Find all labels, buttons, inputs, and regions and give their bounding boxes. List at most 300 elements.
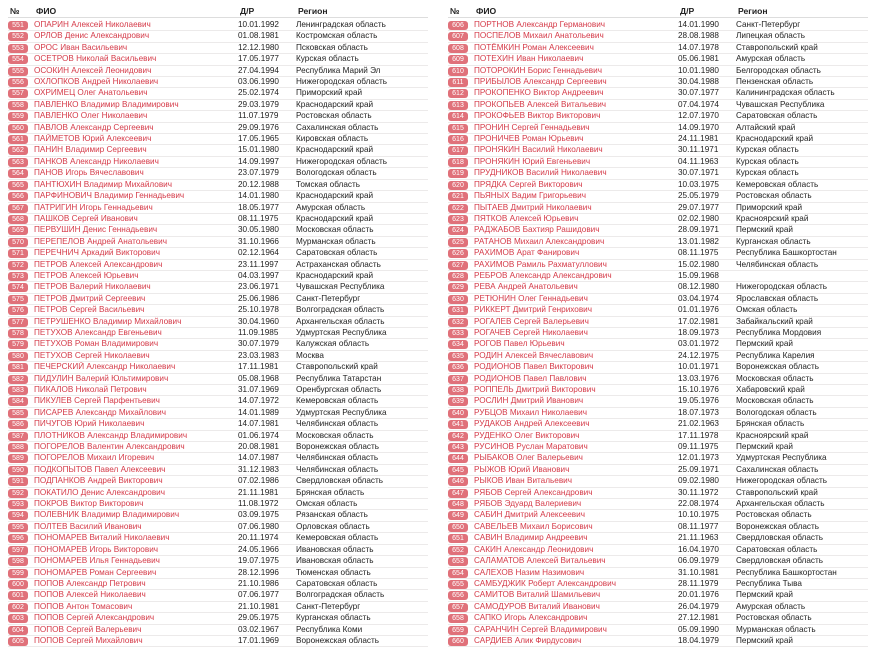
row-birthdate: 17.11.1978	[678, 430, 719, 440]
row-number-cell	[8, 362, 34, 372]
row-region: Кемеровская область	[296, 396, 379, 406]
row-number: 649	[448, 511, 468, 520]
table-row	[448, 488, 868, 499]
row-region: Краснодарский край	[296, 99, 374, 109]
row-fio-cell	[34, 465, 238, 475]
row-birthdate-cell	[678, 408, 736, 418]
row-number: 627	[448, 261, 468, 270]
row-fio-cell	[34, 248, 238, 258]
table-row	[8, 431, 428, 442]
row-region: Кемеровская область	[736, 179, 819, 189]
row-fio-cell	[474, 362, 678, 372]
row-fio-cell	[474, 100, 678, 110]
table-row	[8, 351, 428, 362]
row-fio: ПАНИН Владимир Сергеевич	[34, 145, 147, 155]
row-number: 610	[448, 67, 468, 76]
row-number-cell	[8, 339, 34, 349]
row-birthdate-cell	[678, 111, 736, 121]
row-region: Забайкальский край	[736, 316, 813, 326]
row-fio-cell	[474, 77, 678, 87]
row-region-cell	[736, 317, 868, 327]
row-birthdate: 24.12.1975	[678, 350, 719, 360]
row-fio: ПРОНИЧЕВ Роман Юрьевич	[474, 134, 584, 144]
row-birthdate: 11.07.1979	[238, 111, 279, 121]
row-number: 650	[448, 523, 468, 532]
row-birthdate: 30.07.1971	[678, 168, 719, 178]
row-fio: ПОНОМАРЕВ Роман Сергеевич	[34, 567, 157, 577]
row-number-cell	[448, 237, 474, 247]
row-number: 569	[8, 226, 28, 235]
row-number: 557	[8, 89, 28, 98]
row-birthdate: 21.10.1981	[238, 601, 279, 611]
table-row	[448, 54, 868, 65]
row-number: 639	[448, 397, 468, 406]
row-region: Красноярский край	[736, 213, 809, 223]
row-fio-cell	[34, 476, 238, 486]
row-region: Нижегородская область	[296, 77, 388, 87]
row-birthdate: 14.07.1981	[238, 419, 279, 429]
row-region-cell	[736, 282, 868, 292]
row-birthdate-cell	[238, 43, 296, 53]
table-row	[448, 157, 868, 168]
row-region: Ярославская область	[736, 293, 819, 303]
row-region-cell	[296, 385, 428, 395]
row-region-cell	[296, 248, 428, 258]
row-region: Республика Татарстан	[296, 373, 382, 383]
row-region: Ростовская область	[736, 613, 812, 623]
row-birthdate: 12.07.1970	[678, 111, 719, 121]
row-number: 588	[8, 443, 28, 452]
row-number: 648	[448, 500, 468, 509]
row-fio: ПАТРИГИН Игорь Геннадьевич	[34, 202, 153, 212]
row-region: Саратовская область	[296, 578, 378, 588]
table-row	[8, 180, 428, 191]
row-region-cell	[736, 522, 868, 532]
row-birthdate: 24.11.1981	[678, 134, 719, 144]
row-number: 653	[448, 557, 468, 566]
table-row	[448, 362, 868, 373]
row-fio: САРДИЕВ Алик Фирдусович	[474, 635, 582, 645]
row-fio: САРАНЧИН Сергей Владимирович	[474, 624, 607, 634]
row-region-cell	[296, 317, 428, 327]
row-fio: ПАЙМЕТОВ Юрий Алексеевич	[34, 134, 152, 144]
row-fio-cell	[34, 499, 238, 509]
row-region: Омская область	[296, 499, 358, 509]
row-fio-cell	[474, 282, 678, 292]
row-number-cell	[8, 305, 34, 315]
row-number: 636	[448, 363, 468, 372]
row-birthdate: 29.07.1977	[678, 202, 719, 212]
row-fio-cell	[34, 579, 238, 589]
row-fio-cell	[34, 305, 238, 315]
row-fio-cell	[474, 602, 678, 612]
row-region: Республика Тыва	[736, 578, 802, 588]
row-birthdate-cell	[678, 625, 736, 635]
row-region-cell	[736, 476, 868, 486]
row-fio: ПРУДНИКОВ Василий Николаевич	[474, 168, 607, 178]
row-region-cell	[736, 362, 868, 372]
row-birthdate-cell	[678, 134, 736, 144]
row-birthdate-cell	[238, 396, 296, 406]
row-fio-cell	[474, 545, 678, 555]
row-region: Краснодарский край	[736, 134, 814, 144]
table-row	[448, 499, 868, 510]
row-number: 587	[8, 432, 28, 441]
row-birthdate: 02.02.1980	[678, 213, 719, 223]
row-region: Белгородская область	[736, 65, 821, 75]
table-row	[448, 260, 868, 271]
row-number-cell	[448, 43, 474, 53]
row-fio-cell	[474, 374, 678, 384]
table-row	[8, 214, 428, 225]
row-region-cell	[296, 157, 428, 167]
row-fio-cell	[34, 442, 238, 452]
row-number-cell	[448, 134, 474, 144]
row-birthdate-cell	[238, 168, 296, 178]
row-region: Сахалинская область	[736, 464, 819, 474]
header-region: Регион	[738, 5, 768, 16]
table-header	[448, 4, 868, 18]
row-number: 577	[8, 318, 28, 327]
row-fio-cell	[34, 510, 238, 520]
row-region-cell	[736, 43, 868, 53]
row-birthdate: 15.10.1976	[678, 385, 719, 394]
row-fio-cell	[34, 54, 238, 64]
row-birthdate: 07.04.1974	[678, 99, 719, 109]
table-row	[8, 476, 428, 487]
row-number: 583	[8, 386, 28, 395]
row-fio: ПОНОМАРЕВ Виталий Николаевич	[34, 533, 170, 543]
table-row	[8, 533, 428, 544]
row-birthdate: 11.08.1972	[238, 499, 279, 509]
row-birthdate: 30.07.1977	[678, 88, 719, 98]
row-fio-cell	[34, 191, 238, 201]
row-birthdate: 12.01.1973	[678, 453, 719, 463]
row-fio: ПОГОРЕЛОВ Валентин Александрович	[34, 442, 185, 452]
row-birthdate-cell	[678, 248, 736, 258]
row-region-cell	[296, 31, 428, 41]
row-birthdate: 03.04.1974	[678, 293, 719, 303]
row-region: Курская область	[736, 168, 799, 178]
row-number-cell	[448, 362, 474, 372]
row-fio-cell	[34, 88, 238, 98]
row-fio-cell	[474, 442, 678, 452]
row-fio-cell	[474, 590, 678, 600]
row-birthdate-cell	[238, 579, 296, 589]
row-fio-cell	[34, 362, 238, 372]
row-number-cell	[448, 499, 474, 509]
row-number-cell	[448, 408, 474, 418]
row-fio-cell	[34, 282, 238, 292]
table-row	[448, 328, 868, 339]
row-number: 562	[8, 146, 28, 155]
row-region: Краснодарский край	[296, 213, 374, 223]
table-row	[448, 43, 868, 54]
row-region-cell	[736, 191, 868, 201]
row-fio-cell	[34, 613, 238, 623]
row-birthdate-cell	[678, 88, 736, 98]
row-region-cell	[296, 305, 428, 315]
table-header	[8, 4, 428, 18]
row-number: 628	[448, 272, 468, 281]
row-region: Ростовская область	[736, 191, 812, 201]
row-number: 658	[448, 614, 468, 623]
row-region-cell	[296, 134, 428, 144]
row-number-cell	[8, 499, 34, 509]
row-number: 589	[8, 454, 28, 463]
row-birthdate-cell	[678, 100, 736, 110]
row-number-cell	[8, 191, 34, 201]
row-fio: ПЕТРУШЕНКО Владимир Михайлович	[34, 316, 182, 326]
row-fio: ПИСАРЕВ Александр Михайлович	[34, 407, 166, 417]
table-row	[448, 419, 868, 430]
table-row	[448, 100, 868, 111]
row-fio: ПОПОВ Александр Петрович	[34, 578, 146, 588]
row-fio-cell	[474, 88, 678, 98]
row-birthdate: 14.01.1989	[238, 407, 279, 417]
row-fio: ОСЕТРОВ Николай Васильевич	[34, 54, 157, 64]
row-region-cell	[736, 510, 868, 520]
table-row	[448, 282, 868, 293]
row-number: 558	[8, 101, 28, 110]
row-birthdate-cell	[238, 602, 296, 612]
row-fio: РАХИМОВ Арат Фанирович	[474, 248, 580, 258]
row-region: Приморский край	[296, 88, 363, 98]
row-birthdate: 21.02.1963	[678, 419, 719, 429]
row-region: Республика Коми	[296, 624, 363, 634]
row-fio-cell	[474, 20, 678, 30]
row-birthdate: 13.03.1976	[678, 373, 719, 383]
row-region-cell	[296, 465, 428, 475]
row-region: Республика Карелия	[736, 350, 815, 360]
row-fio: ПАНТЮХИН Владимир Михайлович	[34, 179, 173, 189]
row-birthdate: 04.11.1963	[678, 156, 719, 166]
row-birthdate-cell	[238, 145, 296, 155]
row-number: 615	[448, 124, 468, 133]
row-fio: САЛЕХОВ Назим Назимович	[474, 567, 585, 577]
row-birthdate-cell	[678, 499, 736, 509]
row-number: 573	[8, 272, 28, 281]
row-fio-cell	[34, 77, 238, 87]
row-fio: ПАШКОВ Сергей Иванович	[34, 213, 138, 223]
row-number: 651	[448, 534, 468, 543]
row-number-cell	[8, 488, 34, 498]
row-fio: РЫБАКОВ Олег Валерьевич	[474, 453, 583, 463]
row-number: 594	[8, 511, 28, 520]
row-region: Томская область	[296, 179, 360, 189]
row-fio-cell	[34, 294, 238, 304]
row-fio: ПЕТРОВ Алексей Юрьевич	[34, 270, 139, 280]
row-region: Орловская область	[296, 521, 370, 531]
row-birthdate-cell	[238, 385, 296, 395]
row-region-cell	[736, 453, 868, 463]
row-number: 611	[448, 78, 468, 87]
table-row	[8, 191, 428, 202]
row-number-cell	[8, 145, 34, 155]
row-region-cell	[296, 123, 428, 133]
row-fio: РУБЦОВ Михаил Николаевич	[474, 407, 588, 417]
row-number-cell	[448, 214, 474, 224]
row-number: 579	[8, 340, 28, 349]
row-region: Ростовская область	[296, 111, 372, 121]
table-row	[448, 145, 868, 156]
row-fio: ПОТЁМКИН Роман Алексеевич	[474, 42, 594, 52]
row-birthdate: 30.04.1960	[238, 316, 279, 326]
row-birthdate-cell	[678, 20, 736, 30]
row-birthdate-cell	[678, 613, 736, 623]
row-region-cell	[296, 271, 428, 281]
row-region-cell	[736, 66, 868, 76]
table-row	[448, 339, 868, 350]
table-row	[8, 271, 428, 282]
row-fio: ПОДКОПЫТОВ Павел Алексеевич	[34, 464, 166, 474]
row-birthdate-cell	[678, 237, 736, 247]
row-birthdate-cell	[238, 31, 296, 41]
table-row	[8, 54, 428, 65]
row-birthdate-cell	[238, 613, 296, 623]
row-birthdate-cell	[238, 533, 296, 543]
row-number-cell	[8, 134, 34, 144]
row-region: Саратовская область	[296, 248, 378, 258]
row-number: 608	[448, 44, 468, 53]
row-number: 560	[8, 124, 28, 133]
table-row	[8, 294, 428, 305]
row-region: Костромская область	[296, 31, 378, 41]
row-region: Красноярский край	[736, 430, 809, 440]
row-birthdate-cell	[678, 522, 736, 532]
row-number: 633	[448, 329, 468, 338]
row-number-cell	[448, 374, 474, 384]
row-birthdate-cell	[238, 351, 296, 361]
row-region-cell	[736, 488, 868, 498]
row-number-cell	[448, 522, 474, 532]
row-region: Саратовская область	[736, 544, 818, 554]
row-fio-cell	[474, 134, 678, 144]
row-birthdate: 24.05.1966	[238, 544, 279, 554]
row-number-cell	[448, 613, 474, 623]
row-number: 607	[448, 32, 468, 41]
row-region: Московская область	[296, 430, 374, 440]
left-table	[8, 4, 428, 647]
row-birthdate-cell	[238, 522, 296, 532]
row-number-cell	[8, 533, 34, 543]
row-fio: ПРОНЯКИН Юрий Евгеньевич	[474, 156, 591, 166]
row-birthdate: 05.09.1990	[678, 624, 719, 634]
row-fio: ПЕРЕЧНИЧ Аркадий Викторович	[34, 248, 160, 258]
table-row	[448, 88, 868, 99]
table-row	[448, 180, 868, 191]
row-birthdate: 12.12.1980	[238, 42, 279, 52]
row-number-cell	[8, 225, 34, 235]
row-birthdate: 01.01.1976	[678, 305, 719, 315]
row-birthdate-cell	[238, 625, 296, 635]
row-region-cell	[736, 77, 868, 87]
table-row	[448, 111, 868, 122]
table-row	[8, 111, 428, 122]
row-region: Чувашская Республика	[736, 99, 825, 109]
header-num: №	[450, 5, 460, 16]
row-fio-cell	[474, 510, 678, 520]
row-region: Приморский край	[736, 202, 803, 212]
row-region-cell	[296, 431, 428, 441]
row-birthdate: 20.11.1974	[238, 533, 279, 543]
row-number-cell	[8, 385, 34, 395]
row-fio-cell	[34, 545, 238, 555]
row-region: Челябинская область	[296, 453, 379, 463]
row-region-cell	[736, 111, 868, 121]
row-birthdate: 15.09.1968	[678, 270, 719, 280]
row-birthdate: 25.10.1978	[238, 305, 279, 315]
table-row	[448, 168, 868, 179]
row-number-cell	[448, 351, 474, 361]
row-fio-cell	[34, 590, 238, 600]
row-region-cell	[736, 442, 868, 452]
row-region-cell	[736, 225, 868, 235]
row-birthdate: 28.08.1988	[678, 31, 719, 41]
row-region: Курганская область	[296, 613, 371, 623]
row-birthdate-cell	[238, 123, 296, 133]
row-birthdate-cell	[678, 488, 736, 498]
table-row	[8, 260, 428, 271]
row-birthdate-cell	[238, 510, 296, 520]
row-birthdate-cell	[678, 476, 736, 486]
row-fio-cell	[474, 385, 678, 395]
row-birthdate-cell	[238, 317, 296, 327]
row-fio: РОДИОНОВ Павел Павлович	[474, 373, 587, 383]
table-row	[448, 294, 868, 305]
row-region: Кировская область	[296, 134, 369, 144]
row-region-cell	[296, 214, 428, 224]
row-fio: РОДИН Алексей Вячеславович	[474, 350, 594, 360]
row-region-cell	[296, 636, 428, 646]
table-row	[448, 66, 868, 77]
row-birthdate-cell	[238, 636, 296, 646]
row-region-cell	[296, 66, 428, 76]
row-number: 625	[448, 238, 468, 247]
table-row	[448, 351, 868, 362]
table-row	[448, 248, 868, 259]
row-number: 566	[8, 192, 28, 201]
row-birthdate: 03.09.1975	[238, 510, 279, 520]
row-region: Санкт-Петербург	[736, 20, 801, 29]
row-birthdate: 14.01.1980	[238, 191, 279, 201]
row-fio: ПЕТРОВ Алексей Александрович	[34, 259, 163, 269]
row-number-cell	[8, 54, 34, 64]
row-region-cell	[736, 590, 868, 600]
row-fio: САМБУДЖИК Роберт Александрович	[474, 578, 616, 588]
row-birthdate-cell	[678, 362, 736, 372]
table-row	[448, 191, 868, 202]
row-number: 656	[448, 591, 468, 600]
row-number-cell	[8, 522, 34, 532]
row-birthdate-cell	[678, 31, 736, 41]
row-birthdate: 17.05.1977	[238, 54, 279, 64]
row-region: Республика Башкортостан	[736, 248, 837, 258]
row-number-cell	[448, 248, 474, 258]
row-region-cell	[296, 282, 428, 292]
row-fio: РУДАКОВ Андрей Алексеевич	[474, 419, 590, 429]
row-fio: ПОЛЕВНИК Владимир Владимирович	[34, 510, 180, 520]
table-row	[448, 408, 868, 419]
row-number-cell	[448, 225, 474, 235]
row-fio-cell	[474, 168, 678, 178]
row-birthdate: 30.11.1971	[678, 145, 719, 155]
table-row	[448, 385, 868, 396]
table-row	[8, 362, 428, 373]
table-row	[448, 556, 868, 567]
row-birthdate-cell	[678, 191, 736, 201]
row-birthdate-cell	[238, 260, 296, 270]
